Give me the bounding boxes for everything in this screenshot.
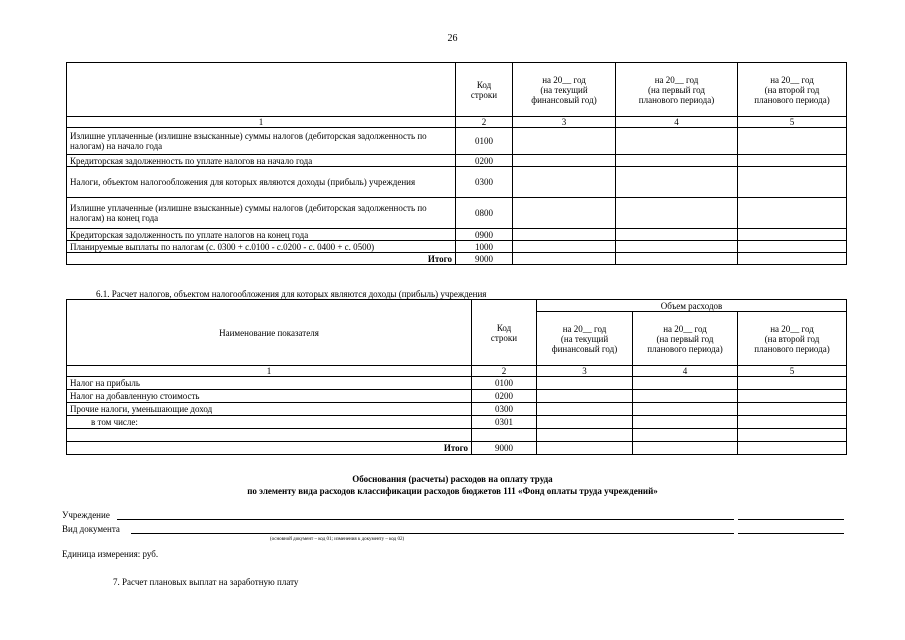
value-cell[interactable] (616, 128, 738, 155)
col-number: 1 (67, 366, 472, 377)
row-code: 0100 (472, 377, 537, 390)
header-col5: на 20__ год (на второй год планового периода) (738, 312, 847, 366)
value-cell[interactable] (738, 416, 847, 429)
value-cell[interactable] (616, 167, 738, 198)
table-row (67, 229, 847, 241)
row-name: Налог на прибыль (67, 377, 472, 390)
institution-label: Учреждение (62, 510, 110, 520)
value-cell[interactable] (537, 416, 633, 429)
header-col5: на 20__ год (на второй год планового периода) (738, 63, 847, 117)
table-row (67, 429, 847, 442)
tax-summary-table (66, 62, 847, 265)
row-code: 1000 (456, 241, 513, 253)
table-row (67, 167, 847, 198)
col-number: 4 (616, 117, 738, 128)
value-cell[interactable] (513, 128, 616, 155)
value-cell[interactable] (738, 377, 847, 390)
total-label: Итого (67, 253, 456, 265)
table-row (67, 155, 847, 167)
value-cell[interactable] (738, 198, 847, 229)
value-cell[interactable] (616, 253, 738, 265)
value-cell[interactable] (616, 241, 738, 253)
value-cell[interactable] (537, 442, 633, 455)
col-number: 5 (738, 117, 847, 128)
table-row (67, 403, 847, 416)
header-col4: на 20__ год (на первый год планового периода) (616, 63, 738, 117)
table-row (67, 390, 847, 403)
section-6-1-caption: 6.1. Расчет налогов, объектом налогообложения для которых являются доходы (прибыль) учреждения (96, 289, 487, 299)
table-row (67, 416, 847, 429)
row-name: Излишне уплаченные (излишне взысканные) суммы налогов (дебиторская задолженность по налогам) на начало года (67, 128, 456, 155)
value-cell[interactable] (738, 229, 847, 241)
value-cell[interactable] (633, 403, 738, 416)
row-name: в том числе: (67, 416, 472, 429)
row-code: 0100 (456, 128, 513, 155)
value-cell[interactable] (633, 390, 738, 403)
justification-title-line1: Обоснования (расчеты) расходов на оплату труда (352, 474, 553, 484)
document-type-hint: (основной документ – код 01; изменения к документу – код 02) (270, 537, 405, 542)
value-cell[interactable] (513, 253, 616, 265)
value-cell[interactable] (633, 416, 738, 429)
row-name: Прочие налоги, уменьшающие доход (67, 403, 472, 416)
table-row (67, 128, 847, 155)
row-code: 0800 (456, 198, 513, 229)
document-type-code-field[interactable] (738, 533, 844, 534)
total-code: 9000 (472, 442, 537, 455)
row-name (67, 429, 472, 442)
header-indicator-name: Наименование показателя (67, 300, 472, 366)
value-cell[interactable] (738, 403, 847, 416)
value-cell[interactable] (537, 429, 633, 442)
value-cell[interactable] (738, 155, 847, 167)
value-cell[interactable] (537, 390, 633, 403)
value-cell[interactable] (513, 167, 616, 198)
value-cell[interactable] (738, 390, 847, 403)
total-row (67, 253, 847, 265)
total-label: Итого (67, 442, 472, 455)
value-cell[interactable] (513, 229, 616, 241)
value-cell[interactable] (616, 155, 738, 167)
unit-label: Единица измерения: руб. (62, 549, 159, 559)
value-cell[interactable] (738, 167, 847, 198)
value-cell[interactable] (633, 429, 738, 442)
header-expense-volume: Объем расходов (537, 300, 847, 312)
justification-title-line2: по элементу вида расходов классификации расходов бюджетов 111 «Фонд оплаты труда учреждений» (247, 486, 658, 496)
value-cell[interactable] (537, 377, 633, 390)
value-cell[interactable] (633, 442, 738, 455)
row-name: Кредиторская задолженность по уплате налогов на конец года (67, 229, 456, 241)
document-type-label: Вид документа (62, 524, 120, 534)
value-cell[interactable] (738, 253, 847, 265)
table-row (67, 241, 847, 253)
value-cell[interactable] (738, 442, 847, 455)
value-cell[interactable] (738, 128, 847, 155)
value-cell[interactable] (513, 198, 616, 229)
page-number: 26 (447, 33, 458, 44)
row-code (472, 429, 537, 442)
row-code: 0300 (472, 403, 537, 416)
col-number: 3 (537, 366, 633, 377)
value-cell[interactable] (537, 403, 633, 416)
row-name: Налоги, объектом налогообложения для которых являются доходы (прибыль) учреждения (67, 167, 456, 198)
header-code: Код строки (456, 63, 513, 117)
value-cell[interactable] (513, 241, 616, 253)
col-number: 3 (513, 117, 616, 128)
row-name: Планируемые выплаты по налогам (с. 0300 + с.0100 - с.0200 - с. 0400 + с. 0500) (67, 241, 456, 253)
header-col4: на 20__ год (на первый год планового периода) (633, 312, 738, 366)
row-name: Кредиторская задолженность по уплате налогов на начало года (67, 155, 456, 167)
header-name-cell (67, 63, 456, 117)
income-tax-table (66, 299, 847, 455)
row-code: 0200 (472, 390, 537, 403)
row-code: 0300 (456, 167, 513, 198)
col-number: 2 (456, 117, 513, 128)
row-code: 0200 (456, 155, 513, 167)
col-number: 2 (472, 366, 537, 377)
col-number: 5 (738, 366, 847, 377)
total-code: 9000 (456, 253, 513, 265)
value-cell[interactable] (616, 229, 738, 241)
value-cell[interactable] (633, 377, 738, 390)
value-cell[interactable] (738, 429, 847, 442)
header-col3: на 20__ год (на текущий финансовый год) (513, 63, 616, 117)
row-code: 0900 (456, 229, 513, 241)
institution-field[interactable] (117, 519, 734, 520)
row-name: Налог на добавленную стоимость (67, 390, 472, 403)
col-number: 4 (633, 366, 738, 377)
row-name: Излишне уплаченные (излишне взысканные) суммы налогов (дебиторская задолженность по налогам) на конец года (67, 198, 456, 229)
row-code: 0301 (472, 416, 537, 429)
section-7-caption: 7. Расчет плановых выплат на заработную плату (113, 577, 299, 587)
value-cell[interactable] (616, 198, 738, 229)
header-code: Код строки (472, 300, 537, 366)
table-row (67, 198, 847, 229)
value-cell[interactable] (513, 155, 616, 167)
table-row (67, 377, 847, 390)
value-cell[interactable] (738, 241, 847, 253)
total-row (67, 442, 847, 455)
header-col3: на 20__ год (на текущий финансовый год) (537, 312, 633, 366)
institution-code-field[interactable] (738, 519, 844, 520)
col-number: 1 (67, 117, 456, 128)
document-type-field[interactable] (131, 533, 734, 534)
